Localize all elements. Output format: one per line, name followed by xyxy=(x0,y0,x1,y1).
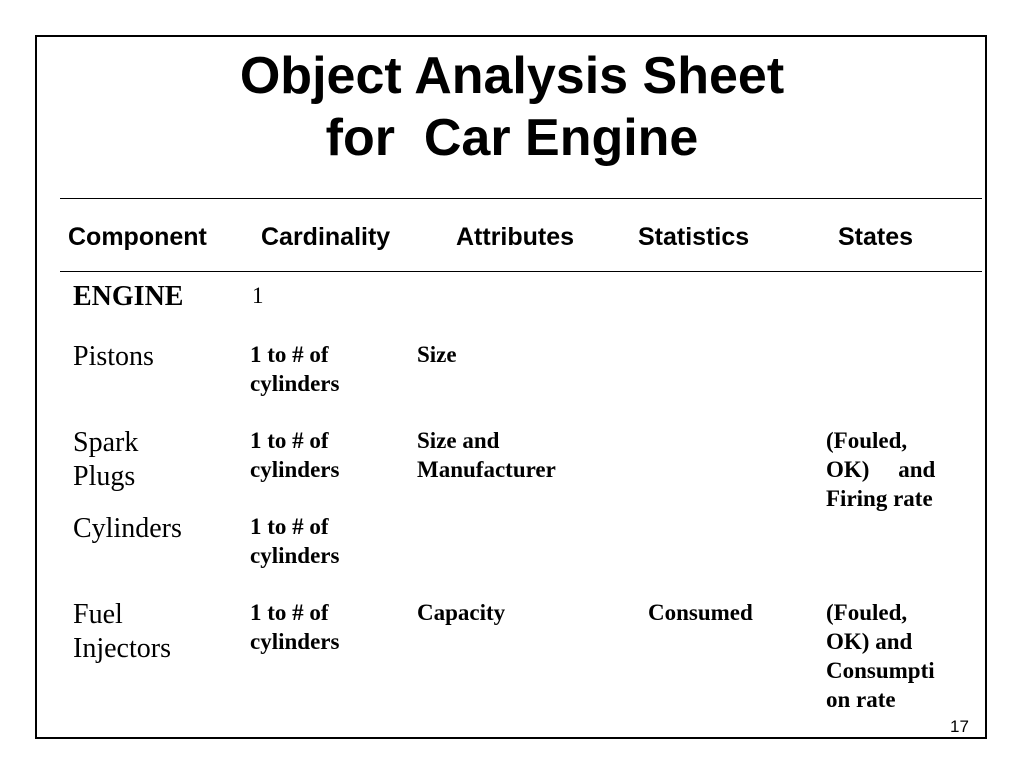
statistic-line: Consumed xyxy=(648,600,753,625)
title-line-2: for Car Engine xyxy=(325,109,699,167)
row-spark-plugs-cardinality xyxy=(250,426,339,484)
header-states: States xyxy=(838,223,914,251)
row-fuel-injectors-statistics xyxy=(648,598,753,627)
cardinality-line: cylinders xyxy=(250,629,340,654)
attribute-line: Size and xyxy=(417,428,500,453)
row-engine-cardinality xyxy=(252,281,264,310)
row-fuel-injectors-component xyxy=(73,598,171,666)
row-fuel-injectors-cardinality xyxy=(250,598,339,656)
slide-title xyxy=(0,45,1024,169)
component-line: Cylinders xyxy=(73,513,182,544)
row-spark-plugs-attributes xyxy=(417,426,556,484)
state-line: (Fouled, xyxy=(826,600,908,625)
state-line: OK) and xyxy=(826,457,936,482)
header-component: Component xyxy=(68,223,207,251)
component-line: ENGINE xyxy=(73,281,184,312)
row-pistons-cardinality xyxy=(250,340,339,398)
attribute-line: Capacity xyxy=(417,600,506,625)
cardinality-line: 1 to # of xyxy=(250,428,329,453)
component-line: Spark xyxy=(73,427,139,458)
state-line: on rate xyxy=(826,687,896,712)
cardinality-line: cylinders xyxy=(250,457,340,482)
state-line: (Fouled, xyxy=(826,428,908,453)
header-cardinality: Cardinality xyxy=(261,223,391,251)
row-spark-plugs-component xyxy=(73,426,138,494)
attribute-line: Size xyxy=(417,342,457,367)
row-pistons-component xyxy=(73,340,154,374)
header-top-rule xyxy=(60,198,982,199)
row-engine-component xyxy=(73,280,183,314)
title-line-1: Object Analysis Sheet xyxy=(239,47,785,105)
row-fuel-injectors-attributes xyxy=(417,598,505,627)
header-statistics: Statistics xyxy=(638,223,750,251)
state-line: Consumpti xyxy=(826,658,935,683)
header-bottom-rule xyxy=(60,271,982,272)
state-line: Firing rate xyxy=(826,486,933,511)
row-spark-plugs-states xyxy=(826,426,988,513)
page-number: 17 xyxy=(950,717,969,736)
row-cylinders-component xyxy=(73,512,182,546)
component-line: Pistons xyxy=(73,341,154,372)
attribute-line: Manufacturer xyxy=(417,457,556,482)
state-line: OK) and xyxy=(826,629,913,654)
cardinality-line: 1 to # of xyxy=(250,514,329,539)
row-pistons-attributes xyxy=(417,340,457,369)
cardinality-line: cylinders xyxy=(250,371,340,396)
row-cylinders-cardinality xyxy=(250,512,339,570)
component-line: Plugs xyxy=(73,461,136,492)
component-line: Injectors xyxy=(73,633,171,664)
header-attributes: Attributes xyxy=(456,223,575,251)
cardinality-line: 1 to # of xyxy=(250,600,329,625)
cardinality-line: cylinders xyxy=(250,543,340,568)
row-fuel-injectors-states xyxy=(826,598,988,714)
cardinality-line: 1 to # of xyxy=(250,342,329,367)
component-line: Fuel xyxy=(73,599,123,630)
cardinality-line: 1 xyxy=(252,283,264,308)
